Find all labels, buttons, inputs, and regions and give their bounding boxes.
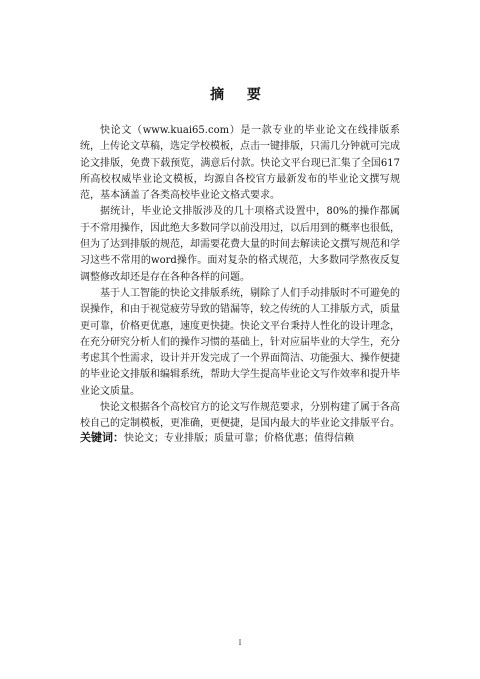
- keywords-label: 关键词：: [80, 431, 124, 444]
- abstract-paragraph-2: 据统计，毕业论文排版涉及的几十项格式设置中，80%的操作都属于不常用操作，因此绝大多数同学以前没用过，以后用到的概率也很低，但为了达到排版的规范，却需要花费大量的时间去解读论文撰写规范和学习这些不常用的word操作。面对复杂的格式规范，大多数同学熬夜反复调整修改却还是存在各种各样的问题。: [80, 206, 400, 283]
- keywords-list: 快论文；专业排版；质量可靠；价格优惠；值得信赖: [124, 433, 354, 444]
- abstract-paragraph-1: 快论文（www.kuai65.com）是一款专业的毕业论文在线排版系统，上传论文草稿，选定学校模板，点击一键排版，只需几分钟就可完成论文排版，免费下载预览，满意后付款。快论文平台现已汇集了全国617所高校权威毕业论文模板，均源自各校官方最新发布的毕业论文撰写规范，基本涵盖了各类高校毕业论文格式要求。: [80, 125, 400, 202]
- abstract-paragraph-4: 快论文根据各个高校官方的论文写作规范要求，分别构建了属于各高校自己的定制模板，更准确，更便捷，是国内最大的毕业论文排版平台。: [80, 402, 400, 430]
- page-number: I: [238, 639, 242, 647]
- abstract-title: 摘 要: [210, 87, 270, 103]
- abstract-body: [80, 123, 400, 433]
- keywords-line: [80, 431, 410, 446]
- abstract-paragraph-3: 基于人工智能的快论文排版系统，剔除了人们手动排版时不可避免的误操作，和由于视觉疲劳导致的错漏等，较之传统的人工排版方式，质量更可靠，价格更优惠，速度更快捷。快论文平台秉持人性化的设计理念，在充分研究分析人们的操作习惯的基础上，针对应届毕业的大学生，充分考虑其个性需求，设计并开发完成了一个界面简洁、功能强大、操作便捷的毕业论文排版和编辑系统，帮助大学生提高毕业论文写作效率和提升毕业论文质量。: [80, 287, 400, 397]
